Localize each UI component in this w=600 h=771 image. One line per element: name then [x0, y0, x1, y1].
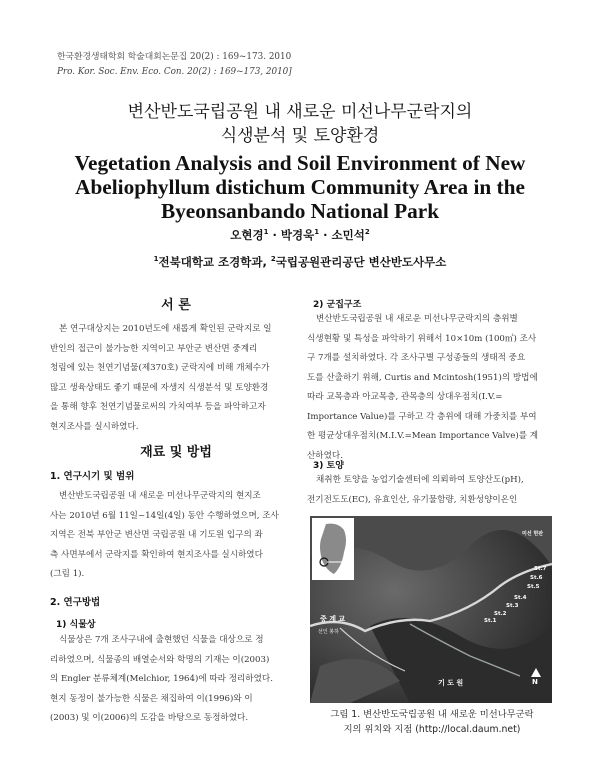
author-name: 소민석	[331, 228, 365, 242]
intro-heading: 서 론	[161, 298, 191, 313]
author-name: 박경욱	[280, 228, 315, 242]
journal-header-korean: 한국환경생태학회 학술대회논문집 20(2) : 169~173. 2010	[57, 52, 292, 62]
label-junggye: 중 계 교	[320, 615, 346, 623]
section-1-line: 사는 2010년 6월 11일~14일(4일) 동안 수행하였으며, 조사	[50, 510, 279, 521]
community-line: 도를 산출하기 위해, Curtis and Mcintosh(1951)의 방법에	[307, 372, 538, 383]
author-sup: 2	[364, 228, 370, 237]
affiliation-sup: 2	[270, 255, 276, 264]
flora-line: 리하였으며, 식물종의 배열순서와 학명의 기재는 이(2003)	[50, 654, 270, 665]
methods-heading: 재료 및 방법	[140, 445, 212, 460]
site-label: St.2	[494, 611, 507, 617]
title-english	[0, 151, 600, 223]
site-label: St.7	[534, 566, 547, 572]
intro-line: 현지조사를 실시하였다.	[50, 421, 139, 432]
site-label: St.3	[506, 603, 519, 609]
section-1-line: 지역은 전북 부안군 변산면 국립공원 내 기도원 입구의 좌	[50, 530, 263, 540]
journal-header-english: Pro. Kor. Soc. Env. Eco. Con. 20(2) : 169~173, 2010]	[57, 67, 292, 77]
intro-paragraph	[50, 320, 302, 437]
figure-caption-line: 지의 위치와 지점 (http://local.daum.net)	[343, 724, 521, 735]
title-english-line: Byeonsanbando National Park	[160, 199, 440, 223]
subsection-community-paragraph	[307, 310, 555, 466]
community-line: 식생현황 및 특성을 파악하기 위해서 10×10m (100㎡) 조사	[307, 333, 537, 344]
section-1-title: 1. 연구시기 및 범위	[50, 471, 135, 482]
author-separator: ·	[268, 228, 281, 242]
subsection-soil-title: 3) 토양	[313, 461, 344, 471]
subsection-flora-title: 1) 식물상	[56, 620, 96, 630]
soil-line: 채취한 토양을 농업기술센터에 의뢰하여 토양산도(pH),	[316, 475, 524, 485]
subsection-community-title: 2) 군집구조	[313, 300, 362, 310]
soil-line: 전기전도도(EC), 유효인산, 유기물함량, 치환성양이온인	[307, 494, 518, 505]
affiliation-sup: 1	[153, 255, 159, 264]
label-gidowon: 기 도 원	[438, 679, 464, 687]
title-english-line: Vegetation Analysis and Soil Environment of New	[74, 151, 526, 175]
intro-line: 본 연구대상지는 2010년도에 새롭게 확인된 군락지로 일	[59, 324, 272, 334]
section-1-paragraph	[50, 487, 302, 585]
section-1-line: 변산반도국립공원 내 새로운 미선나무군락지의 현지조	[59, 491, 261, 501]
author-separator: ·	[319, 228, 332, 242]
intro-line: 많고 생육상태도 좋기 때문에 자생지 식생분석 및 토양환경	[50, 382, 269, 393]
author-sup: 1	[314, 228, 320, 237]
title-korean-line: 변산반도국립공원 내 새로운 미선나무군락지의	[127, 102, 473, 122]
section-2-title: 2. 연구방법	[50, 597, 101, 608]
community-line: 따라 교목층과 아교목층, 관목층의 상대우점치(I.V.=	[307, 392, 503, 402]
affiliations	[0, 254, 600, 270]
authors	[0, 227, 600, 243]
intro-line: 청림에 있는 천연기념물(제370호) 군락지에 비해 개체수가	[50, 363, 270, 373]
title-english-line: Abeliophyllum distichum Community Area in the	[75, 175, 525, 199]
journal-header	[57, 50, 292, 80]
site-label: St.4	[514, 595, 527, 601]
community-line: 구 7개를 설치하였다. 각 조사구별 구성종들의 생태적 중요	[307, 353, 526, 363]
intro-line: 을 통해 향후 천연기념물로써의 가치여부 등을 파악하고자	[50, 402, 266, 412]
subsection-flora-paragraph	[50, 631, 302, 729]
flora-line: 현지 동정이 불가능한 식물은 채집하여 이(1996)와 이	[50, 693, 253, 704]
community-line: 산하였다.	[307, 450, 343, 461]
flora-line: (2003) 및 이(2006)의 도감을 바탕으로 동정하였다.	[50, 713, 249, 723]
flora-line: 의 Engler 분류체계(Melchior, 1964)에 따라 정리하였다.	[50, 674, 273, 684]
title-korean	[0, 100, 600, 148]
community-line: 한 평균상대우점치(M.I.V.=Mean Importance Valve)를 계	[307, 431, 539, 441]
intro-line: 반인의 접근이 불가능한 지역이고 부안군 변산면 중계리	[50, 343, 258, 354]
affiliation-text: 국립공원관리공단 변산반도사무소	[275, 255, 447, 269]
subsection-soil-paragraph	[307, 471, 555, 510]
affiliation-text: 전북대학교 조경학과,	[158, 255, 271, 269]
figure-caption-line: 그림 1. 변산반도국립공원 내 새로운 미선나무군락	[330, 709, 534, 720]
section-1-line: 측 사면부에서 군락지를 확인하여 현지조사를 실시하였다	[50, 549, 263, 560]
title-korean-line: 식생분석 및 토양환경	[220, 126, 380, 146]
flora-line: 식물상은 7개 조사구내에 출현했던 식물을 대상으로 정	[59, 635, 264, 645]
aerial-photo	[310, 516, 552, 703]
site-label: St.1	[484, 618, 497, 624]
north-label: N	[532, 678, 538, 686]
author-name: 오현경	[230, 228, 264, 242]
section-1-line: (그림 1).	[50, 569, 85, 579]
site-map-figure	[310, 516, 552, 703]
author-sup: 1	[263, 228, 269, 237]
label-seonin: 선인 봉하	[318, 629, 339, 635]
label-top: 미선 현판	[522, 531, 544, 537]
north-arrow-icon	[531, 668, 541, 677]
figure-caption	[306, 707, 558, 737]
community-line: 변산반도국립공원 내 새로운 미선나무군락지의 층위별	[316, 314, 518, 324]
community-line: Importance Value)를 구하고 각 층위에 대해 가중치를 부여	[307, 411, 537, 422]
site-label: St.5	[527, 584, 540, 590]
site-label: St.6	[530, 575, 543, 581]
